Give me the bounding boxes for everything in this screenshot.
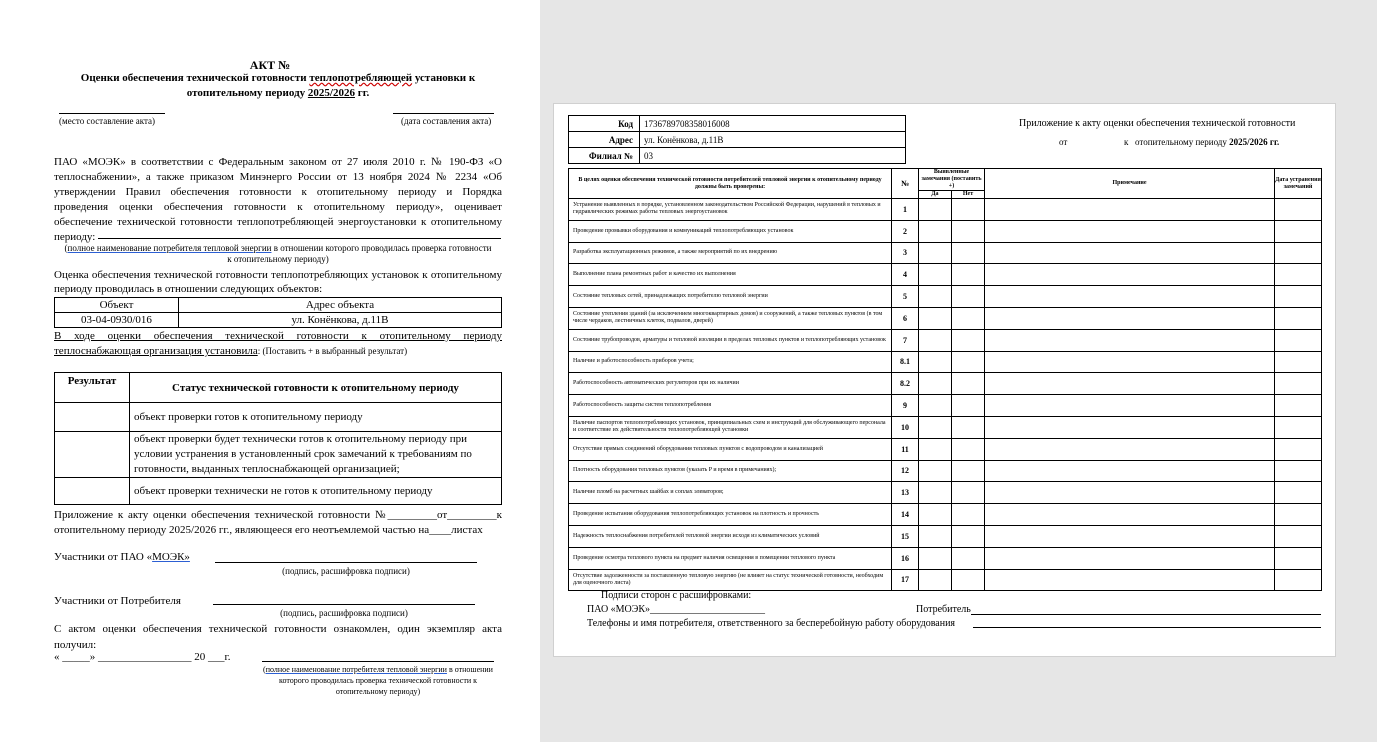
row-num: 4: [892, 264, 919, 286]
row-text: Работоспособность защиты систем теплопотребления: [569, 395, 892, 417]
document-page-appendix: [554, 104, 1335, 656]
ack-date: « _____» _________________ 20 ___г.: [54, 651, 231, 663]
intro-line: проведения оценки обеспечения готовности к отопительному периоду», оценивает: [54, 201, 502, 213]
header-no: Нет: [952, 191, 985, 199]
appendix-period-part: 2025/2026 гг.: [1229, 137, 1280, 147]
place-line: [59, 113, 165, 114]
note-cell[interactable]: [985, 416, 1275, 438]
appendix-from: от: [1059, 137, 1068, 147]
row-num: 11: [892, 438, 919, 460]
no-cell[interactable]: [952, 264, 985, 286]
code-label: Код: [569, 116, 640, 132]
yes-cell[interactable]: [919, 547, 952, 569]
results-col-result: Результат: [55, 373, 130, 403]
row-num: 9: [892, 395, 919, 417]
branch-label: Филиал №: [569, 148, 640, 164]
row-num: 7: [892, 329, 919, 351]
result-option-line: готовности, выданных теплоснабжающей организацией;: [134, 463, 400, 475]
final-caption-part: отопительному периоду): [335, 687, 421, 696]
results-table: [54, 372, 502, 505]
no-cell[interactable]: [952, 242, 985, 264]
row-num: 12: [892, 460, 919, 482]
result-option-not-ready: объект проверки технически не готов к отопительному периоду: [130, 478, 502, 505]
no-cell[interactable]: [952, 307, 985, 329]
table-row: [569, 504, 1322, 526]
note-cell[interactable]: [985, 329, 1275, 351]
act-subtitle-line1: [0, 72, 556, 84]
no-cell[interactable]: [952, 525, 985, 547]
no-cell[interactable]: [952, 329, 985, 351]
checklist-body: [569, 199, 1322, 591]
date-cell[interactable]: [1275, 220, 1322, 242]
row-text: Состояние трубопроводов, арматуры и тепловой изоляции в пределах тепловых пунктов и теплопотребляющих установок: [569, 329, 892, 351]
subtitle-misspelled-word: теплопотребляющей: [309, 72, 413, 84]
intro-line: ПАО «МОЭК» в соответствии с Федеральным законом от 27 июля 2010 г. № 190-ФЗ «О: [54, 156, 502, 168]
date-cell[interactable]: [1275, 547, 1322, 569]
table-row: [569, 351, 1322, 373]
yes-cell[interactable]: [919, 504, 952, 526]
consumer-final-line[interactable]: [262, 661, 494, 662]
yes-cell[interactable]: [919, 220, 952, 242]
yes-cell[interactable]: [919, 286, 952, 308]
row-num: 6: [892, 307, 919, 329]
date-cell[interactable]: [1275, 482, 1322, 504]
consumer-signature-caption: (подпись, расшифровка подписи): [280, 608, 408, 618]
participants-consumer-label: Участники от Потребителя: [54, 595, 181, 607]
row-num: 17: [892, 569, 919, 591]
row-num: 16: [892, 547, 919, 569]
address-value: ул. Конёнкова, д.11В: [640, 132, 906, 148]
date-cell[interactable]: [1275, 504, 1322, 526]
row-text: Отсутствие прямых соединений оборудования тепловых пунктов с водопроводом и канализацией: [569, 438, 892, 460]
row-num: 15: [892, 525, 919, 547]
note-cell[interactable]: [985, 438, 1275, 460]
note-cell[interactable]: [985, 286, 1275, 308]
results-col-status: Статус технической готовности к отопительному периоду: [130, 373, 502, 403]
row-text: Наличие паспортов теплопотребляющих установок, принципиальных схем и инструкций для обслуживающего персонала и соответствие их действительности теплопотребляющей установки: [569, 416, 892, 438]
result-option-line: условии устранения в установленный срок замечаний к требованиям по: [134, 448, 472, 460]
participants-moek-part: Участники от ПАО «: [54, 551, 153, 563]
yes-cell[interactable]: [919, 199, 952, 221]
result-checkbox-cell[interactable]: [55, 403, 130, 432]
moek-signature-line[interactable]: [215, 562, 477, 563]
yes-cell[interactable]: [919, 525, 952, 547]
consumer-name-line: [98, 238, 501, 239]
row-text: Проведение промывки оборудования и коммуникаций теплопотребляющих установок: [569, 220, 892, 242]
row-text: Плотность оборудования тепловых пунктов (указать P и время в примечаниях);: [569, 460, 892, 482]
yes-cell[interactable]: [919, 373, 952, 395]
appendix-period-part: отопительному периоду: [1135, 137, 1230, 147]
row-text: Состояние утепления зданий (за исключением многоквартирных домов) и сооружений, а также тепловых пунктов (в том числе чердаков, лестничных клеток, подвалов, дверей): [569, 307, 892, 329]
objects-col-address: Адрес объекта: [179, 298, 502, 313]
yes-cell[interactable]: [919, 329, 952, 351]
address-label: Адрес: [569, 132, 640, 148]
date-cell[interactable]: [1275, 525, 1322, 547]
row-text: Состояние тепловых сетей, принадлежащих потребителю тепловой энергии: [569, 286, 892, 308]
row-text: Разработка эксплуатационных режимов, а также мероприятий по их внедрению: [569, 242, 892, 264]
date-cell[interactable]: [1275, 199, 1322, 221]
consumer-caption: (полное наименование потребителя тепловой энергии в отношении которого проводилась проверка готовности к отопительному периоду): [64, 243, 492, 264]
note-cell[interactable]: [985, 242, 1275, 264]
row-num: 14: [892, 504, 919, 526]
result-option-ready: объект проверки готов к отопительному периоду: [130, 403, 502, 432]
table-row: [569, 329, 1322, 351]
consumer-signature-label: Потребитель: [916, 604, 971, 615]
date-cell[interactable]: [1275, 395, 1322, 417]
appendix-period: [1135, 137, 1279, 147]
objects-line: Оценка обеспечения технической готовности теплопотребляющих установок к отопительному: [54, 269, 502, 281]
appendix-paragraph: [54, 508, 502, 538]
subtitle-part: установки к: [412, 72, 476, 84]
document-page-act: [0, 0, 540, 742]
consumer-signature-field[interactable]: [971, 614, 1321, 615]
header-remarks: Выявленные замечания (поставить +): [919, 169, 985, 191]
moek-signature-caption: (подпись, расшифровка подписи): [282, 566, 410, 576]
intro-paragraph: [54, 155, 502, 245]
note-cell[interactable]: [985, 504, 1275, 526]
subtitle-period: 2025/2026: [307, 87, 355, 99]
note-cell[interactable]: [985, 264, 1275, 286]
phones-label: Телефоны и имя потребителя, ответственного за бесперебойную работу оборудования: [587, 618, 956, 629]
no-cell[interactable]: [952, 395, 985, 417]
row-text: Проведение испытания оборудования теплопотребляющих установок на плотность и прочность: [569, 504, 892, 526]
no-cell[interactable]: [952, 569, 985, 591]
no-cell[interactable]: [952, 199, 985, 221]
date-cell[interactable]: [1275, 307, 1322, 329]
date-cell[interactable]: [1275, 438, 1322, 460]
table-row: [569, 460, 1322, 482]
row-text: Наличие и работоспособность приборов учета;: [569, 351, 892, 373]
header-date: Дата устранения замечаний: [1275, 169, 1322, 199]
final-caption-part: полное наименование потребителя тепловой энергии: [265, 665, 447, 674]
objects-line: периоду проводилась в отношении следующих объектов:: [54, 283, 323, 295]
yes-cell[interactable]: [919, 395, 952, 417]
row-text: Отсутствие задолженности за поставленную тепловую энергию (не влияет на статус технической готовности, необходим для оценочного листа): [569, 569, 892, 591]
note-cell[interactable]: [985, 199, 1275, 221]
note-cell[interactable]: [985, 569, 1275, 591]
appendix-line: отопительному периоду 2025/2026 гг., являющееся его неотъемлемой частью на____листах: [54, 524, 483, 536]
objects-table: [54, 297, 502, 328]
note-cell[interactable]: [985, 482, 1275, 504]
note-cell[interactable]: [985, 547, 1275, 569]
row-num: 1: [892, 199, 919, 221]
table-row: [569, 242, 1322, 264]
note-cell[interactable]: [985, 220, 1275, 242]
phones-field[interactable]: [973, 627, 1321, 628]
subtitle-part: Оценки обеспечения технической готовности: [80, 72, 310, 84]
header-check: В целях оценки обеспечения технической готовности потребителей тепловой энергии к отопительному периоду должны быть проверены:: [569, 169, 892, 199]
yes-cell[interactable]: [919, 416, 952, 438]
table-row: [569, 395, 1322, 417]
row-num: 8.1: [892, 351, 919, 373]
note-cell[interactable]: [985, 525, 1275, 547]
acknowledgement-line: С актом оценки обеспечения технической готовности ознакомлен, один экземпляр акта: [54, 623, 502, 635]
no-cell[interactable]: [952, 482, 985, 504]
row-num: 2: [892, 220, 919, 242]
result-checkbox-cell[interactable]: [55, 478, 130, 505]
yes-cell[interactable]: [919, 307, 952, 329]
date-cell[interactable]: [1275, 351, 1322, 373]
moek-signature: ПАО «МОЭК»_______________________: [587, 604, 766, 615]
table-row: [569, 438, 1322, 460]
date-cell[interactable]: [1275, 264, 1322, 286]
intro-line: утверждении Правил обеспечения готовности к отопительному периоду и Порядка: [54, 186, 502, 198]
acknowledgement-paragraph: [54, 621, 502, 653]
checklist-table: [568, 168, 1322, 591]
table-row: [569, 547, 1322, 569]
row-text: Наличие пломб на расчетных шайбах и соплах элеваторов;: [569, 482, 892, 504]
date-line: [393, 113, 494, 114]
date-cell[interactable]: [1275, 416, 1322, 438]
subtitle-part: отопительному периоду: [186, 87, 308, 99]
date-cell[interactable]: [1275, 286, 1322, 308]
no-cell[interactable]: [952, 286, 985, 308]
final-caption-part: в отношении: [446, 665, 493, 674]
yes-cell[interactable]: [919, 242, 952, 264]
intro-line: периоду:: [54, 231, 96, 243]
header-note: Примечание: [985, 169, 1275, 199]
consumer-final-caption: (полное наименование потребителя тепловой энергии в отношении которого проводилась проверка технической готовности к отопительному периоду): [263, 665, 493, 696]
subtitle-part: гг.: [354, 87, 370, 99]
signatures-title: Подписи сторон с расшифровками:: [601, 590, 752, 601]
appendix-to: к: [1124, 137, 1129, 147]
object-code: 03-04-0930/016: [55, 313, 179, 328]
date-cell[interactable]: [1275, 373, 1322, 395]
final-caption-part: которого проводилась проверка технической готовности к: [278, 676, 478, 685]
objects-col-object: Объект: [55, 298, 179, 313]
object-address: ул. Конёнкова, д.11В: [179, 313, 502, 328]
date-caption: (дата составления акта): [401, 116, 492, 126]
row-text: Надежность теплоснабжения потребителей тепловой энергии исходя из климатических условий: [569, 525, 892, 547]
result-intro-line: В ходе оценки обеспечения технической готовности к отопительному периоду: [54, 330, 502, 342]
branch-value: 03: [640, 148, 906, 164]
code-value: 173678970835801б008: [640, 116, 906, 132]
note-cell[interactable]: [985, 351, 1275, 373]
table-row: [569, 416, 1322, 438]
no-cell[interactable]: [952, 373, 985, 395]
note-cell[interactable]: [985, 460, 1275, 482]
yes-cell[interactable]: [919, 569, 952, 591]
yes-cell[interactable]: [919, 264, 952, 286]
appendix-line: Приложение к акту оценки обеспечения технической готовности №_________от_________к: [54, 509, 502, 521]
table-row: [569, 264, 1322, 286]
row-text: Выполнение плана ремонтных работ и качество их выполнения: [569, 264, 892, 286]
row-text: Проведение осмотра теплового пункта на предмет наличия освещения в помещении теплового пункта: [569, 547, 892, 569]
no-cell[interactable]: [952, 460, 985, 482]
row-num: 5: [892, 286, 919, 308]
row-num: 8.2: [892, 373, 919, 395]
row-num: 13: [892, 482, 919, 504]
act-subtitle-line2: [0, 87, 556, 99]
result-intro: [54, 329, 502, 359]
note-cell[interactable]: [985, 307, 1275, 329]
date-cell[interactable]: [1275, 460, 1322, 482]
result-intro-underlined: теплоснабжающая организация установила: [54, 345, 258, 357]
yes-cell[interactable]: [919, 482, 952, 504]
table-row: [569, 482, 1322, 504]
participants-moek-label: [54, 551, 190, 563]
consumer-caption-part: полное наименование потребителя тепловой энергии: [67, 243, 272, 253]
row-num: 10: [892, 416, 919, 438]
table-row: [569, 307, 1322, 329]
yes-cell[interactable]: [919, 460, 952, 482]
table-row: [569, 525, 1322, 547]
yes-cell[interactable]: [919, 351, 952, 373]
consumer-caption-part: к отопительному периоду): [227, 254, 329, 264]
code-table: [568, 115, 906, 164]
table-row: [569, 569, 1322, 591]
date-cell[interactable]: [1275, 242, 1322, 264]
table-row: [569, 220, 1322, 242]
act-title: АКТ №: [249, 58, 291, 72]
appendix-heading: Приложение к акту оценки обеспечения технической готовности: [1019, 118, 1296, 129]
note-cell[interactable]: [985, 373, 1275, 395]
no-cell[interactable]: [952, 438, 985, 460]
consumer-signature-line[interactable]: [213, 604, 475, 605]
no-cell[interactable]: [952, 504, 985, 526]
no-cell[interactable]: [952, 220, 985, 242]
no-cell[interactable]: [952, 351, 985, 373]
intro-line: теплоснабжении», а также приказом Минэнерго России от 13 ноября 2024 № 2234 «Об: [54, 171, 502, 183]
header-num: №: [892, 169, 919, 199]
result-checkbox-cell[interactable]: [55, 432, 130, 478]
date-cell[interactable]: [1275, 569, 1322, 591]
result-intro-instruction: : (Поставить + в выбранный результат): [257, 346, 408, 356]
row-text: Работоспособность автоматических регуляторов при их наличии: [569, 373, 892, 395]
header-yes: Да: [919, 191, 952, 199]
row-num: 3: [892, 242, 919, 264]
acknowledgement-line: получил:: [54, 639, 97, 651]
note-cell[interactable]: [985, 395, 1275, 417]
result-option-line: объект проверки будет технически готов к отопительному периоду при: [134, 433, 468, 445]
intro-line: обеспечение технической готовности теплопотребляющей энергоустановки к отопительному: [54, 216, 502, 228]
objects-paragraph: [54, 268, 502, 296]
date-cell[interactable]: [1275, 329, 1322, 351]
no-cell[interactable]: [952, 416, 985, 438]
yes-cell[interactable]: [919, 438, 952, 460]
place-caption: (место составление акта): [59, 116, 155, 126]
result-option-conditional: [130, 432, 502, 478]
row-text: Устранение выявленных в порядке, установленном законодательством Российской Федерации, нарушений в тепловых и гидравлических режимах работы тепловых энергоустановок: [569, 199, 892, 221]
consumer-caption-part: в отношении которого проводилась проверка готовности: [271, 243, 492, 253]
table-row: [569, 373, 1322, 395]
table-row: [569, 286, 1322, 308]
participants-moek-part: МОЭК»: [152, 551, 190, 563]
no-cell[interactable]: [952, 547, 985, 569]
table-row: [569, 199, 1322, 221]
